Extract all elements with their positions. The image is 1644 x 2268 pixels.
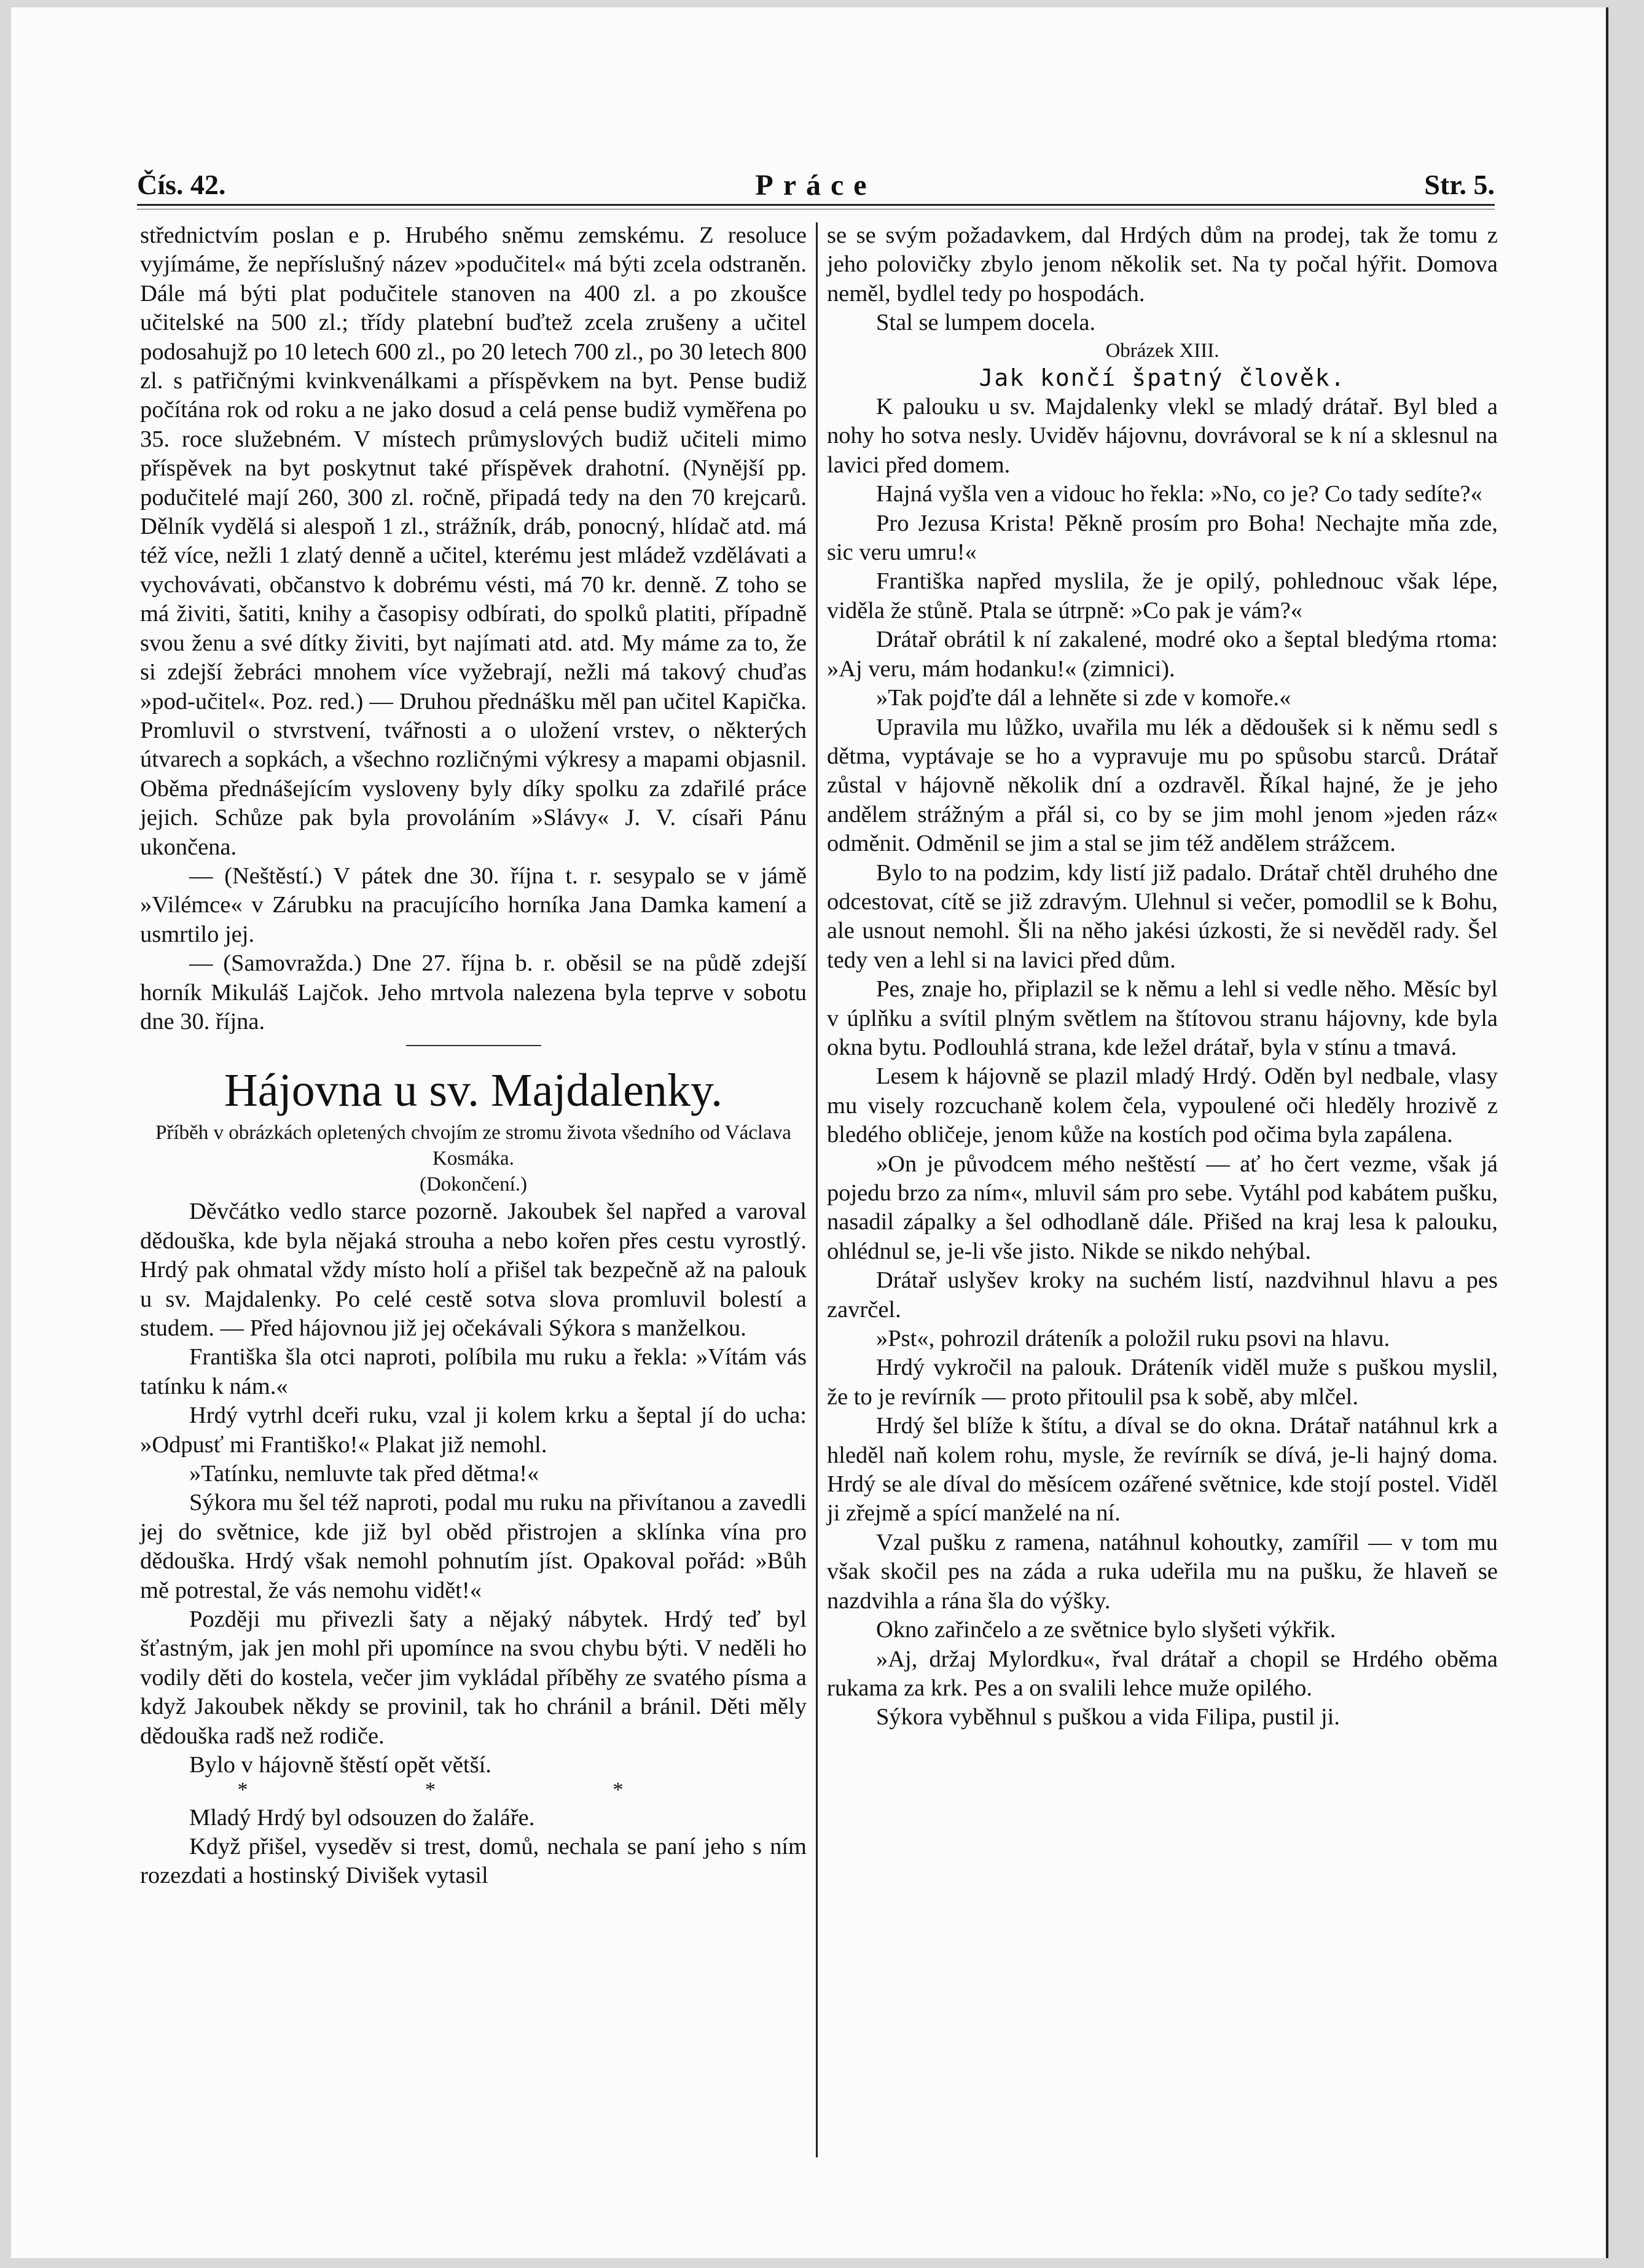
header-rule — [137, 204, 1495, 206]
story-paragraph: Stal se lumpem docela. — [876, 310, 1096, 336]
story-paragraph: Hrdý šel blíže k štítu, a díval se do okna. Drátař natáhnul krk a hleděl naň kolem rohu, mysle, že revírník se dívá, je-li hajný doma. Hrdý se ale díval do měsícem ozářené světnice, kde stojí postel. Viděl ji zřejmě a spící manželé na ní. — [827, 1413, 1498, 1527]
paragraph: střednictvím poslan e p. Hrubého sněmu zemskému. Z resoluce vyjímáme, že nepříslušný název »podučitel« má býti zcela odstraněn. Dále má býti plat podučitele stanoven na 400 zl. a po zkoušce učitelské na 500 zl.; třídy platební buďtež zcela zrušeny a učitel podosahujž po 10 letech 600 zl., po 20 letech 700 zl., po 30 letech 800 zl. s patřičnými kvinkvenálkami a příspěvkem na byt. Pense budiž počítána rok od roku a ne jako dosud a celá pense budiž vyměřena po 35. roce služebném. V místech průmyslových budiž učiteli mimo příspěvek na byt poskytnut také příspěvek drahotní. (Nynější pp. podučitelé mají 260, 300 zl. ročně, připadá tedy na den 70 krejcarů. Dělník vydělá si alespoň 1 zl., strážník, dráb, ponocný, hlídač atd. má též více, nežli 1 zlatý denně a učitel, kterému jest mládež vzdělávati a vychovávati, občanstvo k dobrému vésti, má 70 kr. denně. Z toho se má živiti, šatiti, knihy a časopisy odbírati, do spolků platiti, případně svou ženu a své dítky živiti, byt najímati atd. atd. My máme za to, že si zdejší žebráci mnohem více vyžebrají, nežli má takový chuďas »pod-učitel«. Poz. red.) — Druhou přednášku měl pan učitel Kapička. Promluvil o stvrstvení, tvářnosti a o uložení vrstev, o některých útvarech a sopkách, a všechno rozličnými výkresy a mapami objasnil. Oběma přednášejícím vysloveny byly díky spolku za zdařilé práce jejich. Schůze pak byla provoláním »Slávy« J. V. císaři Pánu ukončena. — [140, 222, 807, 860]
story-paragraph: Sýkora mu šel též naproti, podal mu ruku na přivítanou a zavedli jej do světnice, kde již byl oběd přistrojen a sklínka vína pro dědouška. Hrdý však nemohl pohnutím jíst. Opakoval pořád: »Bůh mě potrestal, že vás nemohu vidět!« — [140, 1490, 807, 1603]
story-subtitle: Příběh v obrázkách opletených chvojím ze stromu života všedního od Václava Kosmáka. — [155, 1122, 791, 1170]
picture-number: Obrázek XIII. — [1105, 339, 1219, 362]
story-continuation: (Dokončení.) — [419, 1173, 528, 1196]
story-paragraph: Později mu přivezli šaty a nějaký nábytek. Hrdý teď byl šťastným, jak jen mohl při upomínce na svou chybu býti. V neděli ho vodily děti do kostela, večer jim vykládal příběhy ze svatého písma a když Jakoubek někdy se provinil, tak ho chránil a bránil. Děti měly dědouška radš než rodiče. — [140, 1606, 807, 1749]
story-paragraph: »On je původcem mého neštěstí — ať ho čert vezme, však já pojedu brzo za ním«, mluvil sám pro sebe. Vytáhl pod kabátem pušku, nasadil zápalky a šel odhodlaně dále. Přišed na kraj lesa k palouku, ohlédnul se, je-li vše jisto. Nikde se nikdo nehýbal. — [827, 1151, 1498, 1264]
news-item-accident: — (Neštěstí.) V pátek dne 30. října t. r. sesypalo se v jámě »Vilémce« v Zárubku na pracujícího horníka Jana Damka kamení a usmrtilo jej. — [140, 862, 807, 947]
story-paragraph: Drátař uslyšev kroky na suchém listí, nazdvihnul hlavu a pes zavrčel. — [827, 1267, 1498, 1323]
column-divider — [816, 222, 818, 2157]
picture-title: Jak končí špatný člověk. — [979, 364, 1346, 391]
left-column — [140, 221, 807, 1891]
section-stars: * * * — [237, 1778, 710, 1801]
issue-number: Čís. 42. — [137, 169, 226, 200]
story-paragraph: Drátař obrátil k ní zakalené, modré oko a šeptal bledýma rtoma: »Aj veru, mám hodanku!« (zimnici). — [827, 627, 1498, 682]
story-paragraph: Vzal pušku z ramena, natáhnul kohoutky, zamířil — v tom mu však skočil pes na záda a ruka udeřila mu na pušku, že hlaveň se nazdvihla a rána šla do výšky. — [827, 1529, 1498, 1614]
story-paragraph: Okno zařinčelo a ze světnice bylo slyšeti výkřik. — [876, 1617, 1336, 1643]
right-column — [827, 221, 1498, 1732]
story-paragraph: Pes, znaje ho, připlazil se k němu a lehl si vedle něho. Měsíc byl v úplňku a svítil plným světlem na štítovou stranu hájovny, kde byla okna bytu. Podlouhlá strana, kde ležel drátař, byla v stínu a tmavá. — [827, 976, 1498, 1060]
news-item-suicide: — (Samovražda.) Dne 27. října b. r. oběsil se na půdě zdejší horník Mikuláš Lajčok. Jeho mrtvola nalezena byla teprve v sobotu dne 30. října. — [140, 950, 807, 1034]
story-paragraph: Když přišel, vyseděv si trest, domů, nechala se paní jeho s ním rozezdati a hostinský Divišek vytasil — [140, 1833, 807, 1889]
story-paragraph: »Tatínku, nemluvte tak před dětma!« — [189, 1461, 539, 1487]
newspaper-title: Práce — [755, 169, 877, 201]
story-paragraph: Hrdý vykročil na palouk. Dráteník viděl muže s puškou myslil, že to je revírník — proto přitoulil psa k sobě, aby mlčel. — [827, 1355, 1498, 1410]
story-paragraph: Upravila mu lůžko, uvařila mu lék a dědoušek si k němu sedl s dětma, vyptávaje se ho a vypravuje mu po spůsobu starců. Drátař zůstal v hájovně několik dní a ozdravěl. Říkal hajné, že je jeho andělem strážným a přál si, co by se jim mohl jenom »jeden ráz« odměnit. Odměnil se jim a stal se jim též andělem strážcem. — [827, 714, 1498, 857]
newspaper-page — [11, 7, 1608, 2258]
page-number: Str. 5. — [1424, 169, 1495, 200]
story-paragraph: Mladý Hrdý byl odsouzen do žaláře. — [189, 1804, 535, 1831]
story-paragraph: K palouku u sv. Majdalenky vlekl se mladý drátař. Byl bled a nohy ho sotva nesly. Uviděv hájovnu, dovrávoral se k ní a sklesnul na lavici před domem. — [827, 394, 1498, 478]
page-header — [137, 168, 1495, 205]
story-paragraph: Sýkora vyběhnul s puškou a vida Filipa, pustil ji. — [876, 1704, 1340, 1730]
story-paragraph: Františka napřed myslila, že je opilý, pohlednouc však lépe, viděla že stůně. Ptala se útrpně: »Co pak je vám?« — [827, 568, 1498, 624]
story-paragraph: »Aj, držaj Mylordku«, řval drátař a chopil se Hrdého oběma rukama za krk. Pes a on svalili lehce muže opilého. — [827, 1646, 1498, 1701]
story-paragraph: Lesem k hájovně se plazil mladý Hrdý. Oděn byl nedbale, vlasy mu visely rozcuchaně kolem čela, vypoulené oči hleděly hrozivě z bledého obličeje, jenom kůže na kostích pod očima byla zapálena. — [827, 1063, 1498, 1148]
story-paragraph: Františka šla otci naproti, políbila mu ruku a řekla: »Vítám vás tatínku k nám.« — [140, 1344, 807, 1399]
story-paragraph: Hrdý vytrhl dceři ruku, vzal ji kolem krku a šeptal jí do ucha: »Odpusť mi Františko!« Plakat již nemohl. — [140, 1402, 807, 1458]
story-paragraph: »Tak pojďte dál a lehněte si zde v komoře.« — [876, 685, 1291, 711]
story-paragraph: se se svým požadavkem, dal Hrdých dům na prodej, tak že tomu z jeho polovičky zbylo jenom několik set. Na ty počal hýřit. Domova neměl, bydlel tedy po hospodách. — [827, 222, 1498, 307]
story-paragraph: Děvčátko vedlo starce pozorně. Jakoubek šel napřed a varoval dědouška, kde byla nějaká strouha a nebo kořen přes cestu vyrostlý. Hrdý pak ohmatal vždy místo holí a přišel tak bezpečně až na palouk u sv. Majdalenky. Po celé cestě sotva slova promluvil bolestí a studem. — Před hájovnou již jej očekávali Sýkora s manželkou. — [140, 1199, 807, 1341]
story-paragraph: Bylo v hájovně štěstí opět větší. — [189, 1752, 491, 1778]
story-title: Hájovna u sv. Majdalenky. — [224, 1065, 723, 1117]
story-paragraph: »Pst«, pohrozil dráteník a položil ruku psovi na hlavu. — [876, 1326, 1390, 1352]
section-divider — [406, 1045, 541, 1046]
story-paragraph: Pro Jezusa Krista! Pěkně prosím pro Boha! Nechajte mňa zde, sic veru umru!« — [827, 510, 1498, 566]
story-paragraph: Bylo to na podzim, kdy listí již padalo. Drátař chtěl druhého dne odcestovat, cítě se již zdravým. Ulehnul si večer, pomodlil se k Bohu, ale usnout nemohl. Šli na něho jakési úzkosti, že si nevěděl rady. Šel tedy ven a lehl si na lavici před dům. — [827, 859, 1498, 973]
story-paragraph: Hajná vyšla ven a vidouc ho řekla: »No, co je? Co tady sedíte?« — [876, 481, 1482, 507]
